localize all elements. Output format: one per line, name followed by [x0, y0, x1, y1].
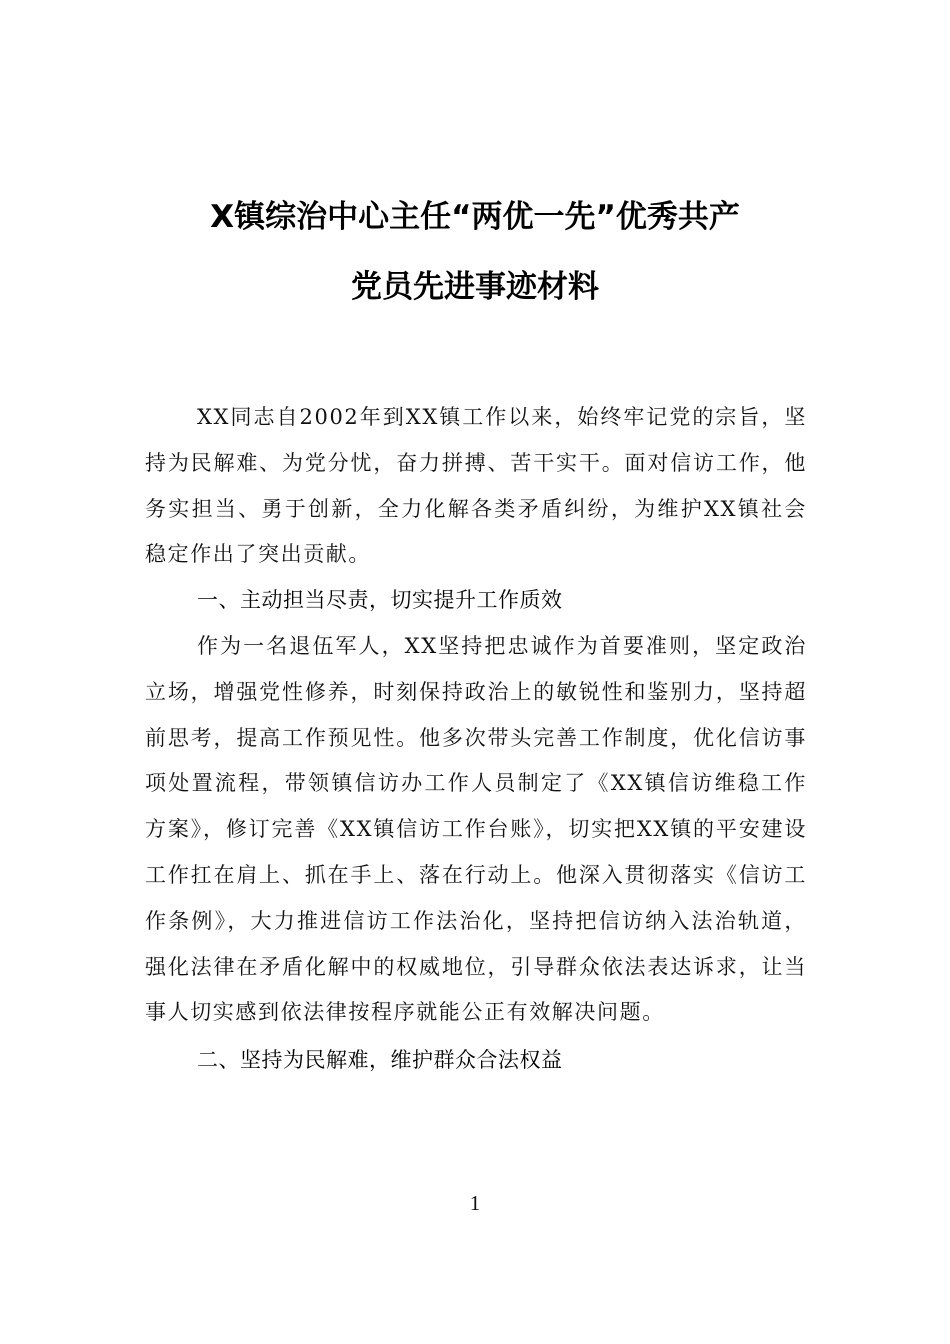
document-title-line-2: 党员先进事迹材料: [351, 269, 599, 305]
page-number: 1: [469, 1191, 481, 1215]
section-1-heading: 一、主动担当尽责，切实提升工作质效: [197, 588, 563, 613]
section-2-heading: 二、坚持为民解难，维护群众合法权益: [197, 1048, 563, 1073]
section-1-paragraph: 作为一名退伍军人，XX坚持把忠诚作为首要准则，坚定政治立场，增强党性修养，时刻保持政治上的敏锐性和鉴别力，坚持超前思考，提高工作预见性。他多次带头完善工作制度，优化信访事项处置流程，带领镇信访办工作人员制定了《XX镇信访维稳工作方案》，修订完善《XX镇信访工作台账》，切实把XX镇的平安建设工作扛在肩上、抓在手上、落在行动上。他深入贯彻落实《信访工作条例》，大力推进信访工作法治化，坚持把信访纳入法治轨道，强化法律在矛盾化解中的权威地位，引导群众依法表达诉求，让当事人切实感到依法律按程序就能公正有效解决问题。: [145, 633, 807, 1025]
document-title-line-1: X镇综治中心主任“两优一先”优秀共产: [210, 199, 740, 235]
intro-paragraph: XX同志自2002年到XX镇工作以来，始终牢记党的宗旨，坚持为民解难、为党分忧，奋力拼搏、苦干实干。面对信访工作，他务实担当、勇于创新，全力化解各类矛盾纠纷，为维护XX镇社会稳定作出了突出贡献。: [145, 405, 807, 567]
document-body: [145, 395, 807, 1084]
